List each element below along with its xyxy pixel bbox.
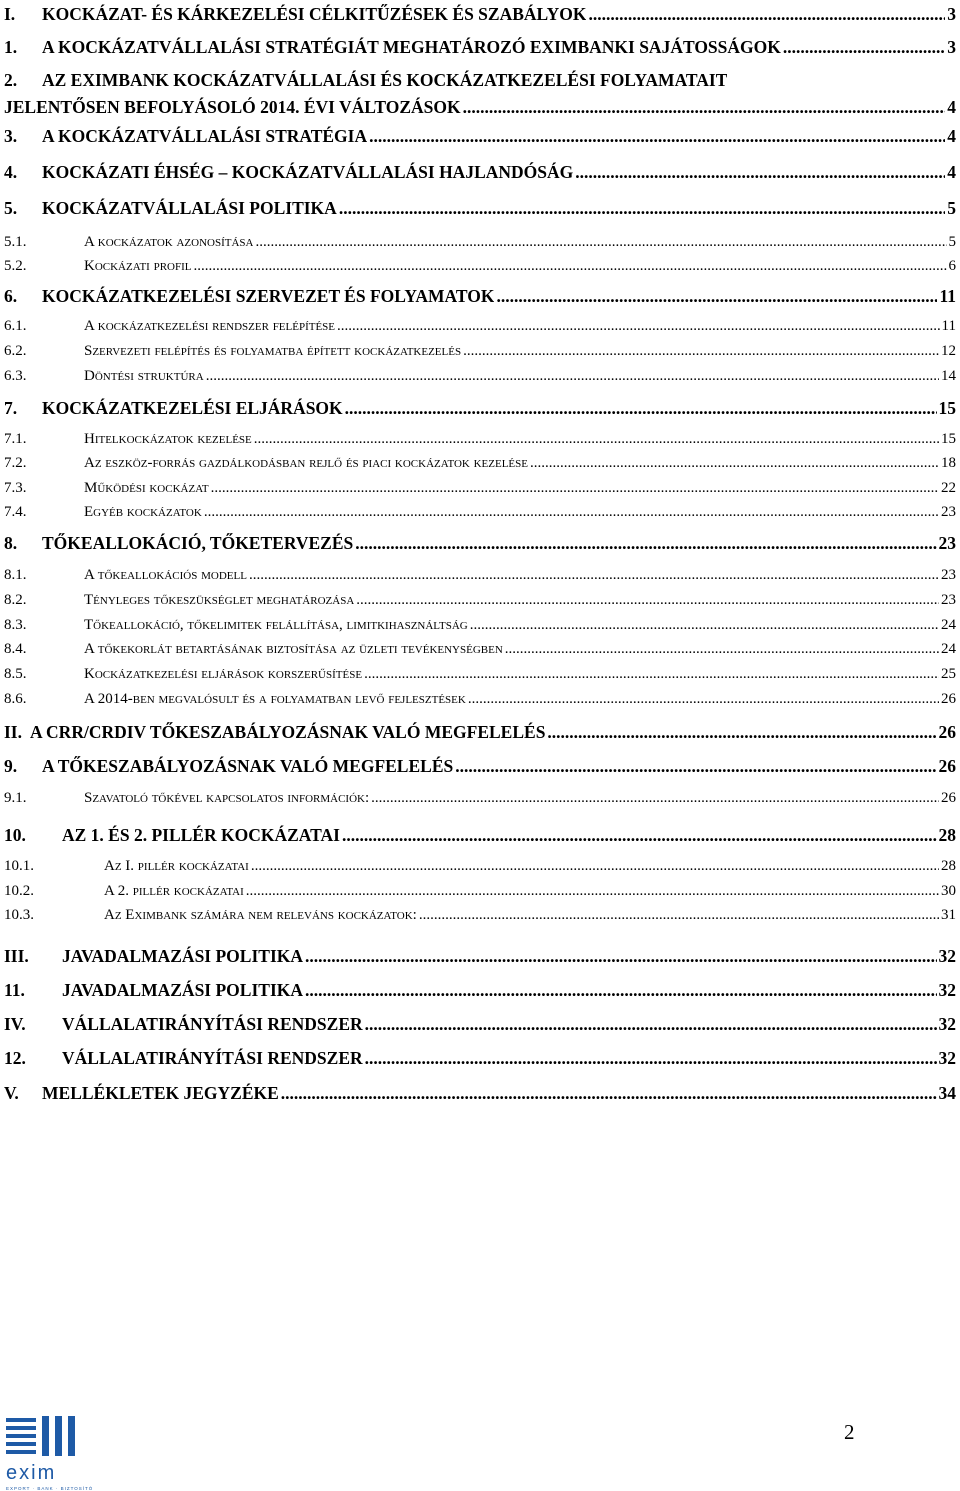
logo-wordmark: exim — [6, 1462, 57, 1484]
toc-dot-leader — [547, 722, 936, 742]
toc-entry[interactable] — [4, 756, 956, 776]
toc-entry-title: Hitelkockázatok kezelése — [84, 431, 252, 447]
toc-entry-number: 4. — [4, 162, 18, 182]
toc-page-number: 4 — [947, 126, 956, 146]
toc-entry[interactable] — [4, 946, 956, 966]
toc-entry-number: 3. — [4, 126, 18, 146]
toc-entry-title: Működési kockázat — [84, 480, 209, 496]
toc-entry[interactable] — [4, 126, 956, 146]
toc-entry-title: KOCKÁZATKEZELÉSI SZERVEZET ÉS FOLYAMATOK — [42, 286, 495, 306]
toc-dot-leader — [783, 37, 945, 57]
toc-subentry[interactable] — [4, 455, 956, 472]
toc-dot-leader — [255, 234, 946, 251]
toc-page-number: 32 — [938, 1048, 956, 1068]
toc-entry-title: JAVADALMAZÁSI POLITIKA — [62, 980, 304, 1000]
toc-entry-title: Az eszköz-forrás gazdálkodásban rejlő és piaci kockázatok kezelése — [84, 455, 528, 471]
toc-page-number: 28 — [941, 858, 956, 874]
toc-entry-number: 5.1. — [4, 234, 27, 250]
toc-entry-title: A kockázatok azonosítása — [84, 234, 254, 250]
toc-dot-leader — [281, 1083, 937, 1103]
toc-page-number: 6 — [948, 258, 956, 274]
toc-page-number: 23 — [941, 504, 956, 520]
toc-entry-number: 8.5. — [4, 666, 27, 682]
toc-page-number: 14 — [941, 368, 956, 384]
toc-dot-leader — [305, 946, 936, 966]
toc-dot-leader — [254, 431, 939, 448]
toc-page-number: 26 — [941, 790, 956, 806]
toc-entry-title: Az Eximbank számára nem releváns kockázatok: — [104, 907, 417, 923]
toc-entry-title: Tőkeallokáció, tőkelimitek felállítása, limitkihasználtság — [84, 617, 468, 633]
toc-subentry[interactable] — [4, 883, 956, 900]
toc-subentry[interactable] — [4, 907, 956, 924]
toc-entry[interactable] — [4, 398, 956, 418]
toc-entry-title: A KOCKÁZATVÁLLALÁSI STRATÉGIÁT MEGHATÁROZÓ EXIMBANKI SAJÁTOSSÁGOK — [42, 37, 781, 57]
toc-entry-title: A kockázatkezelési rendszer felépítése — [84, 318, 336, 334]
toc-subentry[interactable] — [4, 368, 956, 385]
toc-entry-number: V. — [4, 1083, 19, 1103]
toc-page-number: 23 — [941, 592, 956, 608]
toc-subentry[interactable] — [4, 318, 956, 335]
toc-page-number: 30 — [941, 883, 956, 899]
toc-dot-leader — [470, 617, 939, 634]
toc-entry-number: 1. — [4, 37, 18, 57]
toc-entry-number: 8.3. — [4, 617, 27, 633]
toc-dot-leader — [371, 790, 939, 807]
toc-entry-number: 9.1. — [4, 790, 27, 806]
toc-dot-leader — [505, 641, 939, 658]
toc-subentry[interactable] — [4, 858, 956, 875]
toc-page-number: 12 — [941, 343, 956, 359]
toc-entry[interactable] — [4, 37, 956, 57]
toc-entry-title: MELLÉKLETEK JEGYZÉKE — [42, 1083, 279, 1103]
toc-entry[interactable] — [4, 286, 956, 306]
toc-page-number: 32 — [938, 980, 956, 1000]
toc-page-number: 11 — [939, 286, 956, 306]
toc-page-number: 34 — [938, 1083, 956, 1103]
toc-dot-leader — [356, 592, 939, 609]
toc-dot-leader — [364, 666, 939, 683]
toc-entry-title: Szavatoló tőkével kapcsolatos információk: — [84, 790, 370, 806]
toc-entry[interactable] — [4, 533, 956, 553]
toc-entry-number: 7.2. — [4, 455, 27, 471]
toc-entry[interactable] — [4, 4, 956, 24]
toc-entry-title: Kockázatkezelési eljárások korszerűsítése — [84, 666, 363, 682]
toc-page-number: 11 — [941, 318, 956, 334]
toc-dot-leader — [365, 1014, 937, 1034]
toc-entry-number: 11. — [4, 980, 25, 1000]
toc-subentry[interactable] — [4, 790, 956, 807]
toc-page-number: 3 — [947, 4, 956, 24]
toc-subentry[interactable] — [4, 617, 956, 634]
toc-page-number: 3 — [947, 37, 956, 57]
toc-entry-title: VÁLLALATIRÁNYÍTÁSI RENDSZER — [62, 1048, 363, 1068]
toc-entry-title: AZ 1. ÉS 2. PILLÉR KOCKÁZATAI — [62, 825, 340, 845]
toc-entry[interactable] — [4, 1048, 956, 1068]
toc-entry-title: Tényleges tőkeszükséglet meghatározása — [84, 592, 355, 608]
toc-entry-title: A tőkeallokációs modell — [84, 567, 247, 583]
toc-entry[interactable] — [4, 162, 956, 182]
toc-entry-number: 6.1. — [4, 318, 27, 334]
toc-page-number: 5 — [947, 198, 956, 218]
toc-entry-number: IV. — [4, 1014, 26, 1034]
toc-entry[interactable] — [4, 722, 956, 742]
toc-entry-number: 8.1. — [4, 567, 27, 583]
toc-entry-title: A 2. pillér kockázatai — [104, 883, 244, 899]
toc-entry-number: 7.4. — [4, 504, 27, 520]
toc-entry-number: 6.3. — [4, 368, 27, 384]
toc-entry-title: A CRR/CRDIV TŐKESZABÁLYOZÁSNAK VALÓ MEGFELELÉS — [30, 722, 546, 742]
toc-subentry[interactable] — [4, 234, 956, 251]
toc-entry-number: 5. — [4, 198, 18, 218]
toc-page-number: 18 — [941, 455, 956, 471]
toc-page-number: 25 — [941, 666, 956, 682]
toc-page-number: 28 — [938, 825, 956, 845]
toc-subentry[interactable] — [4, 641, 956, 658]
toc-entry-number: 8.2. — [4, 592, 27, 608]
toc-dot-leader — [455, 756, 936, 776]
toc-entry[interactable] — [4, 1014, 956, 1034]
toc-entry-title: KOCKÁZATI ÉHSÉG – KOCKÁZATVÁLLALÁSI HAJLANDÓSÁG — [42, 162, 574, 182]
toc-entry-title: Az I. pillér kockázatai — [104, 858, 249, 874]
toc-entry-title: VÁLLALATIRÁNYÍTÁSI RENDSZER — [62, 1014, 363, 1034]
toc-dot-leader — [496, 286, 937, 306]
toc-entry-title: TŐKEALLOKÁCIÓ, TŐKETERVEZÉS — [42, 533, 354, 553]
toc-dot-leader — [345, 398, 937, 418]
toc-entry[interactable] — [4, 198, 956, 218]
toc-page-number: 26 — [938, 722, 956, 742]
toc-dot-leader — [193, 258, 946, 275]
toc-entry[interactable] — [4, 70, 956, 117]
toc-entry-number: I. — [4, 4, 16, 24]
toc-entry-number: 7.3. — [4, 480, 27, 496]
toc-subentry[interactable] — [4, 343, 956, 360]
toc-entry[interactable] — [4, 825, 956, 845]
toc-page-number: 15 — [938, 398, 956, 418]
toc-page-number: 23 — [941, 567, 956, 583]
toc-page-number: 5 — [948, 234, 956, 250]
toc-page-number: 4 — [947, 162, 956, 182]
toc-entry-number: 8.6. — [4, 691, 27, 707]
toc-entry-title: A 2014-ben megvalósult és a folyamatban levő fejlesztések — [84, 691, 466, 707]
toc-page-number: 4 — [947, 97, 956, 118]
toc-page-number: 31 — [941, 907, 956, 923]
exim-logo — [6, 1410, 94, 1491]
toc-dot-leader — [249, 567, 939, 584]
toc-entry-title: Szervezeti felépítés és folyamatba épített kockázatkezelés — [84, 343, 462, 359]
toc-entry-title: AZ EXIMBANK KOCKÁZATVÁLLALÁSI ÉS KOCKÁZATKEZELÉSI FOLYAMATAIT — [42, 70, 728, 90]
toc-dot-leader — [463, 97, 946, 117]
toc-entry-number: 6.2. — [4, 343, 27, 359]
toc-entry-title: KOCKÁZAT- ÉS KÁRKEZELÉSI CÉLKITŰZÉSEK ÉS SZABÁLYOK — [42, 4, 587, 24]
toc-entry-number: II. — [4, 722, 22, 742]
toc-dot-leader — [246, 883, 939, 900]
toc-dot-leader — [305, 980, 936, 1000]
toc-page-number: 24 — [941, 617, 956, 633]
toc-subentry[interactable] — [4, 504, 956, 521]
toc-entry-number: 9. — [4, 756, 18, 776]
toc-entry-title: A tőkekorlát betartásának biztosítása az üzleti tevékenységben — [84, 641, 503, 657]
toc-dot-leader — [211, 480, 939, 497]
logo-tagline: EXPORT · BANK · BIZTOSÍTÓ — [6, 1486, 94, 1491]
toc-dot-leader — [206, 368, 939, 385]
toc-dot-leader — [339, 198, 945, 218]
toc-entry-title: Egyéb kockázatok — [84, 504, 202, 520]
toc-entry-number: 10.2. — [4, 883, 34, 899]
toc-entry-number: 8. — [4, 533, 18, 553]
page-number: 2 — [844, 1420, 855, 1444]
toc-dot-leader — [355, 533, 936, 553]
toc-entry-number: 7.1. — [4, 431, 27, 447]
toc-page-number: 26 — [941, 691, 956, 707]
toc-dot-leader — [369, 126, 945, 146]
toc-dot-leader — [365, 1048, 937, 1068]
toc-subentry[interactable] — [4, 258, 956, 275]
toc-entry-title: Kockázati profil — [84, 258, 192, 274]
toc-entry[interactable] — [4, 980, 956, 1000]
toc-subentry[interactable] — [4, 592, 956, 609]
toc-entry-number: 8.4. — [4, 641, 27, 657]
exim-logo-icon — [6, 1416, 82, 1460]
toc-entry-number: 10. — [4, 825, 26, 845]
toc-entry-number: 6. — [4, 286, 18, 306]
toc-entry[interactable] — [4, 1083, 956, 1103]
toc-dot-leader — [337, 318, 940, 335]
toc-entry-number: 12. — [4, 1048, 26, 1068]
toc-dot-leader — [575, 162, 945, 182]
toc-dot-leader — [468, 691, 939, 708]
toc-dot-leader — [342, 825, 937, 845]
toc-page-number: 15 — [941, 431, 956, 447]
toc-entry-number: 10.3. — [4, 907, 34, 923]
toc-entry-number: 7. — [4, 398, 18, 418]
toc-entry-number: III. — [4, 946, 29, 966]
toc-dot-leader — [204, 504, 939, 521]
toc-entry-title: Döntési struktúra — [84, 368, 204, 384]
toc-dot-leader — [530, 455, 939, 472]
toc-entry-title: KOCKÁZATVÁLLALÁSI POLITIKA — [42, 198, 337, 218]
toc-dot-leader — [419, 907, 939, 924]
toc-page-number: 26 — [938, 756, 956, 776]
toc-subentry[interactable] — [4, 431, 956, 448]
toc-page-number: 32 — [938, 1014, 956, 1034]
toc-entry-number: 5.2. — [4, 258, 27, 274]
toc-entry-number: 10.1. — [4, 858, 34, 874]
toc-entry-title: A KOCKÁZATVÁLLALÁSI STRATÉGIA — [42, 126, 368, 146]
toc-dot-leader — [463, 343, 939, 360]
toc-page-number: 23 — [938, 533, 956, 553]
toc-entry-title: KOCKÁZATKEZELÉSI ELJÁRÁSOK — [42, 398, 343, 418]
toc-subentry[interactable] — [4, 691, 956, 708]
toc-subentry[interactable] — [4, 567, 956, 584]
toc-dot-leader — [251, 858, 939, 875]
toc-entry-number: 2. — [4, 70, 18, 90]
toc-entry-title: JAVADALMAZÁSI POLITIKA — [62, 946, 304, 966]
toc-subentry[interactable] — [4, 666, 956, 683]
toc-subentry[interactable] — [4, 480, 956, 497]
toc-page-number: 22 — [941, 480, 956, 496]
toc-page-number: 32 — [938, 946, 956, 966]
toc-entry-title: A TŐKESZABÁLYOZÁSNAK VALÓ MEGFELELÉS — [42, 756, 454, 776]
toc-page-number: 24 — [941, 641, 956, 657]
toc-dot-leader — [588, 4, 945, 24]
toc-entry-title-continued: JELENTŐSEN BEFOLYÁSOLÓ 2014. ÉVI VÁLTOZÁSOK — [4, 97, 461, 118]
